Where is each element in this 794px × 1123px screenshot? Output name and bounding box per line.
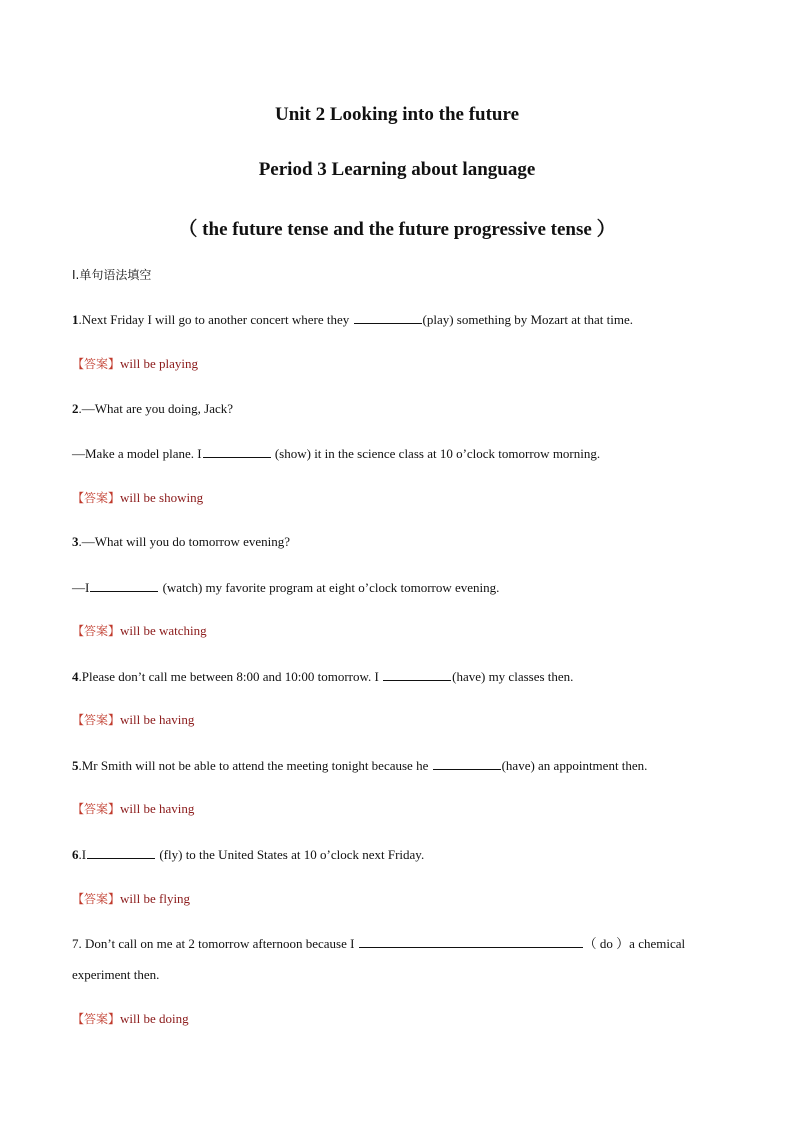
question-3 (72, 533, 732, 551)
question-text: .I (78, 847, 87, 862)
answer-blank[interactable] (383, 667, 451, 681)
question-4 (72, 667, 732, 686)
question-6 (72, 845, 732, 864)
answer-tag: 【答案】 (72, 491, 121, 505)
answer-text: will be having (120, 801, 195, 816)
question-number: 3 (72, 534, 79, 549)
question-text: (fly) to the United States at 10 o’clock next Friday. (156, 847, 425, 862)
question-1 (72, 310, 732, 329)
question-text: .—What are you doing, Jack? (78, 401, 234, 416)
section-heading: I.单句语法填空 (72, 268, 152, 282)
question-number: 6 (72, 847, 79, 862)
answer-blank[interactable] (433, 756, 501, 770)
answer-blank[interactable] (203, 444, 271, 458)
question-7 (72, 928, 732, 990)
question-3-reply (72, 578, 732, 597)
question-number: 1 (72, 312, 79, 327)
question-text: .Next Friday I will go to another concert where they (78, 312, 353, 327)
question-5 (72, 756, 732, 775)
answer-1 (72, 355, 732, 373)
question-text: (have) an appointment then. (501, 758, 648, 773)
question-text: .Mr Smith will not be able to attend the meeting tonight because he (78, 758, 432, 773)
question-text: —I (72, 580, 90, 595)
question-text: .—What will you do tomorrow evening? (78, 534, 291, 549)
question-number: 4 (72, 669, 79, 684)
answer-blank[interactable] (87, 845, 155, 859)
answer-text: will be showing (120, 490, 204, 505)
answer-tag: 【答案】 (72, 357, 121, 371)
question-2-reply (72, 444, 732, 463)
question-text: (play) something by Mozart at that time. (422, 312, 633, 327)
answer-text: will be having (120, 712, 195, 727)
answer-2 (72, 489, 732, 507)
question-text: (have) my classes then. (452, 669, 574, 684)
document-title: Unit 2 Looking into the future (274, 104, 520, 125)
question-text: （ do ）a chemical experiment then. (72, 936, 686, 982)
question-number: 5 (72, 758, 79, 773)
answer-5 (72, 800, 732, 818)
question-text: (show) it in the science class at 10 o’clock tomorrow morning. (271, 446, 601, 461)
answer-tag: 【答案】 (72, 624, 121, 638)
answer-blank[interactable] (359, 934, 583, 948)
question-text: . Don’t call on me at 2 tomorrow afternoon because I (78, 936, 358, 951)
answer-text: will be watching (120, 623, 207, 638)
document-subtitle: Period 3 Learning about language (258, 159, 536, 180)
answer-text: will be playing (120, 356, 199, 371)
answer-6 (72, 890, 732, 908)
answer-7 (72, 1010, 732, 1028)
question-text: .Please don’t call me between 8:00 and 10:00 tomorrow. I (78, 669, 383, 684)
answer-text: will be flying (120, 891, 191, 906)
answer-blank[interactable] (90, 578, 158, 592)
answer-tag: 【答案】 (72, 1012, 121, 1026)
question-number: 2 (72, 401, 79, 416)
question-2 (72, 400, 732, 418)
answer-text: will be doing (120, 1011, 189, 1026)
question-text: —Make a model plane. I (72, 446, 202, 461)
answer-blank[interactable] (354, 310, 422, 324)
question-number: 7 (72, 936, 79, 951)
answer-3 (72, 622, 732, 640)
answer-tag: 【答案】 (72, 802, 121, 816)
answer-tag: 【答案】 (72, 713, 121, 727)
document-topic: （ the future tense and the future progressive tense ） (178, 219, 616, 240)
answer-4 (72, 711, 732, 729)
answer-tag: 【答案】 (72, 892, 121, 906)
question-text: (watch) my favorite program at eight o’clock tomorrow evening. (159, 580, 500, 595)
